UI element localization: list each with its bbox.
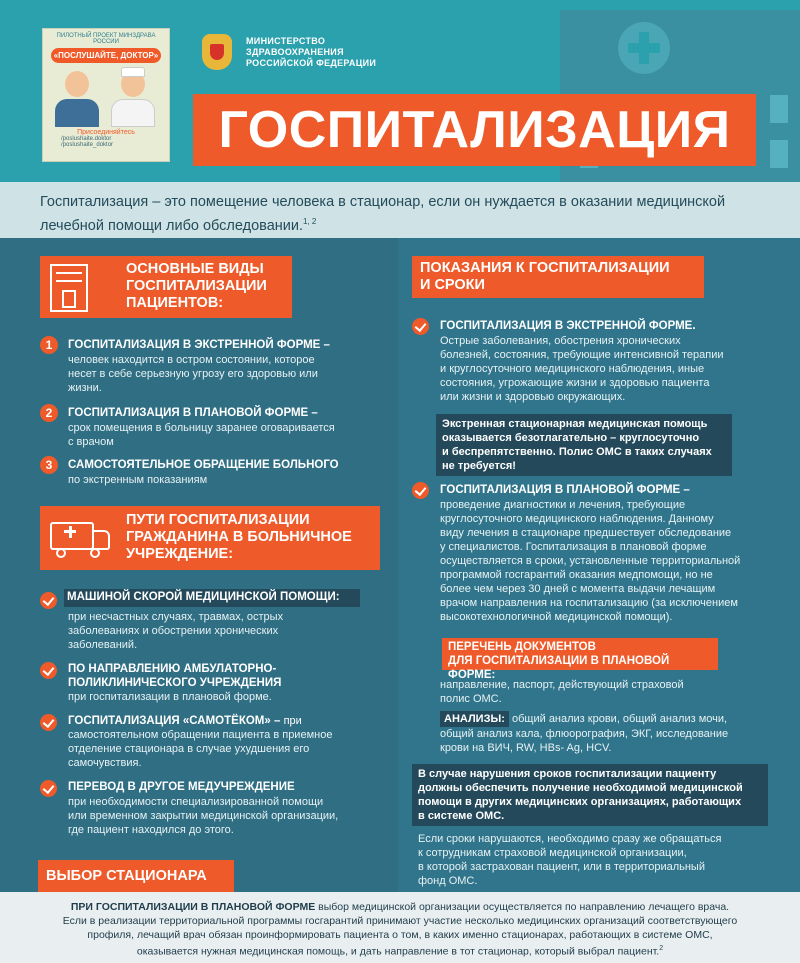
left-column xyxy=(0,238,398,892)
poster-vk-link: /poslushaite_doktor xyxy=(61,142,114,148)
check-icon xyxy=(412,482,429,499)
way-transfer-text: при необходимости специализированной помощи или временном закрытии медицинской организации, где пациент находился до этого. xyxy=(68,796,339,836)
indications-heading: ПОКАЗАНИЯ К ГОСПИТАЛИЗАЦИИ И СРОКИ xyxy=(412,256,704,298)
way-transfer-title: ПЕРЕВОД В ДРУГОЕ МЕДУЧРЕЖДЕНИЕ xyxy=(68,781,295,793)
header xyxy=(0,0,800,182)
way-referral-title: ПО НАПРАВЛЕНИЮ АМБУЛАТОРНО- ПОЛИКЛИНИЧЕСКОГО УЧРЕЖДЕНИЯ xyxy=(68,663,282,689)
check-icon xyxy=(40,780,57,797)
number-badge: 2 xyxy=(40,404,58,422)
poster-top-text: ПИЛОТНЫЙ ПРОЕКТ МИНЗДРАВА РОССИИ xyxy=(56,33,156,45)
type-planned-text: срок помещения в больницу заранее оговаривается с врачом xyxy=(68,422,335,448)
type-emergency-text: человек находится в остром состоянии, которое несет в себе серьезную угрозу его здоровью или жизни. xyxy=(68,354,318,394)
way-self-text: самостоятельном обращении пациента в приемное отделение стационара в случае ухудшения его самочувствия. xyxy=(68,729,333,769)
emergency-note-box: Экстренная стационарная медицинская помощь оказывается безотлагательно – круглосуточно и беспрепятственно. Полис ОМС в таких случаях не требуется! xyxy=(436,414,732,476)
check-icon xyxy=(40,714,57,731)
ways-heading: ПУТИ ГОСПИТАЛИЗАЦИИ ГРАЖДАНИНА В БОЛЬНИЧНОЕ УЧРЕЖДЕНИЕ: xyxy=(40,506,380,570)
planned-title: ГОСПИТАЛИЗАЦИЯ В ПЛАНОВОЙ ФОРМЕ – xyxy=(440,484,690,496)
analyses-line-2: общий анализ кала, флюорография, ЭКГ, исследование xyxy=(440,728,729,740)
page-title: ГОСПИТАЛИЗАЦИЯ xyxy=(218,101,731,159)
coat-of-arms-icon xyxy=(196,30,238,74)
check-icon xyxy=(40,592,57,609)
emergency-text: Острые заболевания, обострения хронических болезней, состояния, требующие интенсивной терапии и круглосуточного медицинского наблюдения, иные состояния, угрожающие жизни и здоровью пациента или жизни и здоровью окружающих. xyxy=(440,335,724,403)
intro-definition: Госпитализация – это помещение человека в стационар, если он нуждается в оказании медицинской лечебной помощи либо обследовании.$^{1, 2}$ xyxy=(0,182,800,238)
emergency-title: ГОСПИТАЛИЗАЦИЯ В ЭКСТРЕННОЙ ФОРМЕ. xyxy=(440,320,696,332)
type-emergency-title: ГОСПИТАЛИЗАЦИЯ В ЭКСТРЕННОЙ ФОРМЕ – xyxy=(68,339,330,351)
type-self-text: по экстренным показаниям xyxy=(68,474,208,486)
right-column xyxy=(398,238,800,892)
doctors-illustration xyxy=(53,67,159,127)
ambulance-icon xyxy=(50,516,112,560)
violation-text: Если сроки нарушаются, необходимо сразу же обращаться к сотрудникам страховой медицинской организации, в которой застрахован пациент, или в территориальный фонд ОМС. xyxy=(418,833,722,887)
planned-text: проведение диагностики и лечения, требующие круглосуточного медицинского наблюдения. Данному виду лечения в стационаре предшествует обследование у специалистов. Госпитализация в плановой форме осуществляется в сроки, установленные территориальной программой госгарантий оказания медпомощи, но не более чем через 30 дней с момента выдачи лечащим врачом направления на госпитализацию (за исключением высокотехнологичной медицинской помощи). xyxy=(440,499,741,623)
doctor-figure xyxy=(111,71,155,127)
hospital-icon xyxy=(50,264,88,312)
ministry-logo xyxy=(196,30,376,74)
number-badge: 1 xyxy=(40,336,58,354)
docs-text: направление, паспорт, действующий страховой полис ОМС. xyxy=(440,679,684,705)
check-icon xyxy=(40,662,57,679)
page-title-box xyxy=(193,94,756,166)
check-icon xyxy=(412,318,429,335)
way-self-title: ГОСПИТАЛИЗАЦИЯ «САМОТЁКОМ» – при xyxy=(68,715,302,727)
patient-figure xyxy=(55,71,99,127)
footer-note: ПРИ ГОСПИТАЛИЗАЦИИ В ПЛАНОВОЙ ФОРМЕ выбор медицинской организации осуществляется по направлению лечащего врача. Если в реализации территориальной программы госгарантий принимают участие несколько медицинских организаций соответствующего профиля, лечащий врач обязан проинформировать пациента о том, в каких именно стационарах, работающих в системе ОМС, оказывается нужная медицинская помощь, и дать направление в тот стационар, который выбрал пациент.$^2$ xyxy=(0,892,800,963)
poster-slogan: «ПОСЛУШАЙТЕ, ДОКТОР» xyxy=(51,48,161,63)
type-self-title: САМОСТОЯТЕЛЬНОЕ ОБРАЩЕНИЕ БОЛЬНОГО xyxy=(68,459,339,471)
way-ambulance-title: МАШИНОЙ СКОРОЙ МЕДИЦИНСКОЙ ПОМОЩИ: xyxy=(64,589,360,607)
violation-box: В случае нарушения сроков госпитализации пациенту должны обеспечить получение необходимой медицинской помощи в других медицинских организациях, работающих в системе ОМС. xyxy=(412,764,768,826)
choice-heading: ВЫБОР СТАЦИОНАРА xyxy=(38,860,234,892)
poster-join-text: Присоединяйтесь xyxy=(77,129,135,136)
medical-cross-icon xyxy=(618,22,670,74)
ministry-name: МИНИСТЕРСТВО ЗДРАВООХРАНЕНИЯ РОССИЙСКОЙ ФЕДЕРАЦИИ xyxy=(246,35,377,68)
poster-fb-link: /poslushaite.doktor xyxy=(61,136,112,142)
analyses-label: АНАЛИЗЫ: xyxy=(440,711,509,727)
analyses-line-3: крови на ВИЧ, RW, HBs- Ag, HCV. xyxy=(440,742,612,754)
analyses-line-1: общий анализ крови, общий анализ мочи, xyxy=(512,713,728,725)
way-referral-text: при госпитализации в плановой форме. xyxy=(68,691,272,703)
project-poster xyxy=(42,28,170,162)
way-ambulance-text: при несчастных случаях, травмах, острых заболеваниях и обострении хронических заболеваний. xyxy=(68,611,284,651)
docs-heading: ПЕРЕЧЕНЬ ДОКУМЕНТОВ ДЛЯ ГОСПИТАЛИЗАЦИИ В ПЛАНОВОЙ ФОРМЕ: xyxy=(442,638,718,670)
types-heading: ОСНОВНЫЕ ВИДЫ ГОСПИТАЛИЗАЦИИ ПАЦИЕНТОВ: xyxy=(40,256,292,318)
number-badge: 3 xyxy=(40,456,58,474)
type-planned-title: ГОСПИТАЛИЗАЦИЯ В ПЛАНОВОЙ ФОРМЕ – xyxy=(68,407,318,419)
